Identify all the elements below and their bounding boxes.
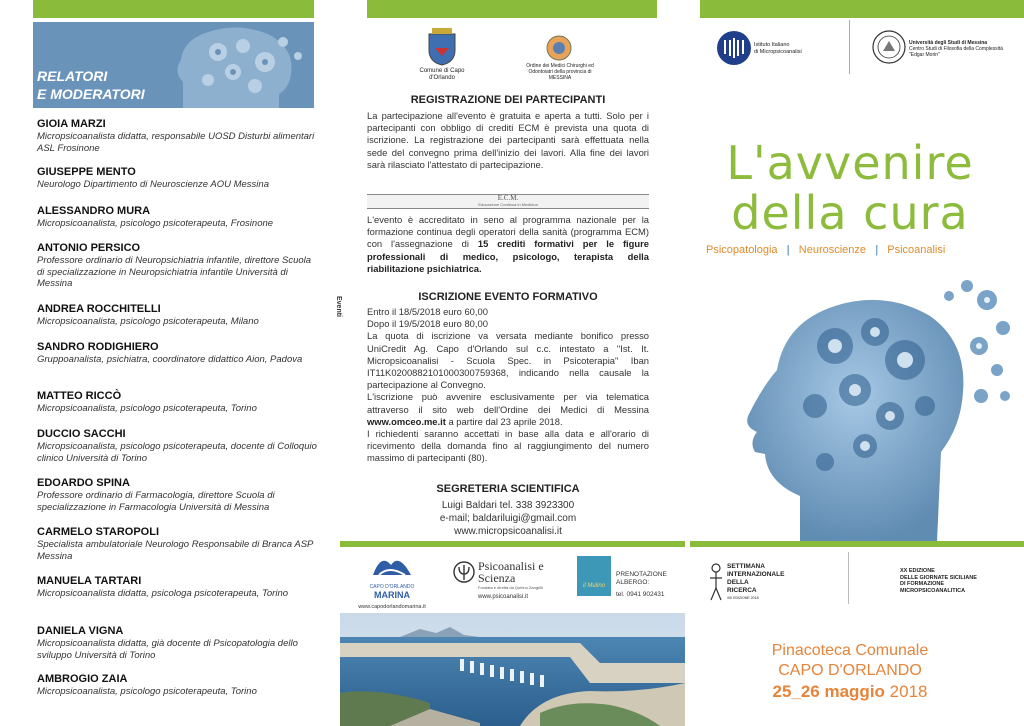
speaker-name: ANTONIO PERSICO [37,242,141,254]
speaker-description: Micropsicoanalista, psicologo psicoterapeuta, docente di Colloquio clinico Università di Torino [37,441,317,464]
speaker-description: Micropsicoanalista didatta, responsabile UOSD Disturbi alimentari ASL Frosinone [37,131,315,154]
speaker-name: ANDREA ROCCHITELLI [37,303,161,315]
unime-label: Università degli Studi di Messina Centro Studi di Filosofia della Complessità "Edgar Morin" [909,40,1003,58]
speaker-item [37,390,317,415]
speaker-description: Micropsicoanalista, psicologo psicoterapeuta, Milano [37,316,259,327]
bottom-logo-divider [848,552,849,604]
speaker-item [37,166,317,191]
header-line1: RELATORI [37,68,108,84]
venue-name: Pinacoteca Comunale [771,642,929,659]
logo-divider [849,20,850,74]
ecm-text: L'evento è accreditato in seno al programma nazionale per la formazione continua degli operatori della sanità (programma ECM) con l'assegnazione di 15 crediti formativi per le figure professionali di medico, psicologo, terapista della riabilitazione psichiatrica. [367,214,649,274]
omceo-link[interactable]: www.omceo.me.it [367,415,446,427]
speaker-name: MANUELA TARTARI [37,575,142,587]
speaker-item [37,625,317,661]
ordine-medici-icon [545,34,573,62]
marina-url[interactable]: www.capodorlandomarina.it [358,604,426,610]
speaker-name: GIOIA MARZI [37,118,106,130]
speaker-name: AMBROGIO ZAIA [37,673,128,685]
speaker-item [37,341,317,366]
speaker-item [37,428,317,464]
registration-title: REGISTRAZIONE DEI PARTECIPANTI [410,94,606,106]
harbour-photo [340,613,685,726]
venue-date: 25_26 maggio 2018 [772,682,928,701]
psicoanalisi-url[interactable]: www.psicoanalisi.it [478,594,529,600]
gears-head-illustration [705,266,1015,542]
speaker-name: CARMELO STAROPOLI [37,526,160,538]
speaker-name: EDOARDO SPINA [37,477,130,489]
speakers-header [33,22,314,108]
speaker-description: Neurologo Dipartimento di Neuroscienze AOU Messina [37,179,269,190]
speaker-description: Micropsicoanalista, psicologo psicoterapeuta, Torino [37,403,257,414]
speaker-name: SANDRO RODIGHIERO [37,341,159,353]
psi-icon [452,560,476,584]
green-top-bar [33,0,314,18]
speaker-description: Micropsicoanalista, psicologo psicoterapeuta, Frosinone [37,218,274,229]
segreteria-contacts: Luigi Baldari tel. 338 3923300 e-mail; baldariluigi@gmail.com www.micropsicoanalisi.it [360,499,656,538]
speaker-item [37,575,317,600]
speaker-name: ALESSANDRO MURA [37,205,151,217]
title-line2: della cura [731,186,969,240]
green-divider [340,541,685,547]
speaker-description: Gruppoanalista, psichiatra, coordinatore didattico Aion, Padova [37,354,303,365]
green-divider [690,541,1024,547]
speaker-name: GIUSEPPE MENTO [37,166,136,178]
prenotazione: PRENOTAZIONE ALBERGO: tel. 0941 902431 [616,571,667,598]
speaker-item [37,242,317,290]
speaker-description: Micropsicoanalista didatta, psicologa psicoterapeuta, Torino [37,588,289,599]
psicoanalisi-scienza-logo: Psicoanalisi e Scienza Fondata e diretta da Quirino Zangrilli www.psicoanalisi.it [452,558,564,604]
side-label: Eventi [335,296,342,318]
green-top-bar [367,0,657,18]
registration-text: La partecipazione all'evento è gratuita e aperta a tutti. Solo per i partecipanti con obbligo di crediti ECM è prevista una quota di iscrizione. La registrazione dei partecipanti sarà effettuata nella sede del convegno prima dell'inizio dei lavori. Alla fine dei lavori sarà rilasciato l'attestato di partecipazione. [367,110,649,170]
speaker-description: Professore ordinario di Neuropsichiatria infantile, direttore Scuola di specializzazione in Neuropsichiatria infantile Università di Messina [37,255,312,289]
speaker-description: Professore ordinario di Farmacologia, direttore Scuola di specializzazione in Farmacologia Università di Messina [37,490,275,513]
web-link[interactable]: www.micropsicoanalisi.it [454,526,562,537]
speaker-description: Specialista ambulatoriale Neurologo Responsabile di Branca ASP Messina [37,539,314,562]
header-line2: E MODERATORI [37,86,145,102]
marina-logo: CAPO D'ORLANDO MARINA www.capodorlandomarina.it [352,551,432,607]
giornate-label: XX EDIZIONE DELLE GIORNATE SICILIANE DI FORMAZIONE MICROPSICOANALITICA [900,568,977,594]
info-panel [335,0,685,726]
speaker-description: Micropsicoanalista, psicologo psicoterapeuta, Torino [37,686,257,697]
iscrizione-title: ISCRIZIONE EVENTO FORMATIVO [418,291,598,303]
speaker-item [37,205,317,230]
speaker-name: DANIELA VIGNA [37,625,124,637]
unime-seal-icon [872,30,906,64]
green-top-bar [700,0,1024,18]
speaker-name: MATTEO RICCÒ [37,390,122,402]
speaker-item [37,303,317,328]
mulino-hotel-logo: il Mulino [577,556,611,596]
title-line1: L'avvenire [726,136,974,190]
iscrizione-text: Entro il 18/5/2018 euro 60,00 Dopo il 19/5/2018 euro 80,00 La quota di iscrizione va versata mediante bonifico presso UniCredit Ag. Capo d'Orlando sul c.c. intestato a "Ist. It. Micropsicoanalisi - Scuola Spec. in Psicoterapia" Iban IT11K0200882101000300759368, indicando nella causale la partecipazione al Convegno. L'iscrizione può avvenire esclusivamente per via telematica attraverso il sito web dell'Ordine dei Medici di Messina www.omceo.me.it a partire dal 23 aprile 2018. I richiedenti saranno accettati in base alla data e all'orario di ricevimento della domanda fino al raggiungimento del numero massimo di partecipanti (80). [367,306,649,464]
istituto-logo-icon [716,30,752,66]
speakers-panel [0,0,335,726]
speaker-item [37,118,317,154]
settimana-label: SETTIMANA INTERNAZIONALE DELLA RICERCA XIII EDIZIONE 2018 [727,563,785,600]
speaker-item [37,673,317,698]
comune-label: Comune di Capo d'Orlando [419,68,465,81]
venue-city: CAPO D'ORLANDO [778,662,922,679]
istituto-label: Istituto Italiano di Micropsicoanalisi [754,42,802,55]
email-link[interactable]: e-mail; baldariluigi@gmail.com [439,513,577,524]
subtitle: Psicopatologia | Neuroscienze | Psicoanalisi [706,244,946,256]
ordine-label: Ordine dei Medici Chirurghi ed Odontoiatri della provincia di MESSINA [526,63,594,81]
figure-icon [708,562,724,602]
speaker-description: Micropsicoanalista didatta, già docente di Psicopatologia dello sviluppo Università di Torino [37,638,298,661]
speaker-name: DUCCIO SACCHI [37,428,126,440]
comune-crest-icon [425,28,459,66]
segreteria-title: SEGRETERIA SCIENTIFICA [436,483,580,495]
cover-panel [690,0,1024,726]
speaker-item [37,526,317,562]
marina-wave-icon [369,551,415,579]
speaker-item [37,477,317,513]
ecm-logo: E.C.M. Educazione Continua in Medicina [367,194,649,209]
